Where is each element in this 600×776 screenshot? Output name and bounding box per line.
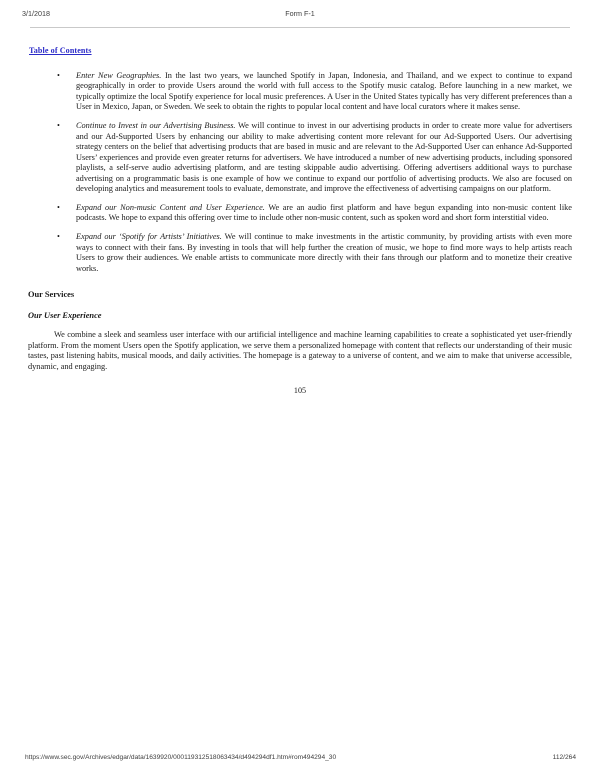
bullet-text: We are an audio first platform and have begun expanding into non-music content like podcasts. We hope to expand this offering over time to include other non-music content, such as spoken word and short form interstitial video. — [76, 202, 572, 223]
page-number: 105 — [293, 386, 307, 396]
print-footer-url: https://www.sec.gov/Archives/edgar/data/1639920/000119312518063434/d494294df1.htm#rom494294_30 — [25, 754, 337, 761]
strategy-bullet-list — [28, 71, 572, 274]
bullet-point-icon: • — [57, 202, 60, 212]
list-item — [28, 71, 572, 113]
table-of-contents-link-container — [0, 40, 600, 58]
bullet-point-icon: • — [57, 71, 60, 80]
user-experience-paragraph: We combine a sleek and seamless user interface with our artificial intelligence and machine learning capabilities to create a sophisticated yet user-friendly platform. From the moment Users open the Spotify application, we serve them a personalized homepage with content that reflects our understanding of their music tastes, past listening habits, musical moods, and daily activities. The homepage is a gateway to a universe of content, and we aim to make that universe accessible, dynamic, and engaging. — [28, 330, 572, 371]
bullet-lead-in: Expand our Non-music Content and User Experience. — [76, 202, 265, 212]
bullet-point-icon: • — [57, 121, 60, 131]
bullet-text: In the last two years, we launched Spotify in Japan, Indonesia, and Thailand, and we expect to continue to expand geographically in order to provide Users around the world with full access to the Spotify music catalog. Before launching in a new market, we typically optimize the local Spotify experience for local music preferences. A User in the United States typically has very different preferences than a User in Mexico, Japan, or Sweden. We seek to obtain the rights to popular local content and have local curators where it makes sense. — [76, 71, 572, 112]
bullet-paragraph — [76, 71, 572, 113]
bullet-text: We will continue to invest in our advertising products in order to create more value for advertisers and our Ad-Supported Users by enhancing our ability to make advertising content more relevant for our Ad-Supported Users. Our advertising strategy centers on the belief that advertising products that are based in music and are relevant to the Ad-Supported User can enhance Ad-Supported Users’ experiences and provide even greater returns for advertisers. We have introduced a number of new advertising products, including sponsored playlists, a self-serve audio advertising platform, and are testing skippable audio advertising. Offering advertisers additional ways to purchase advertising on a programmatic basis is one example of how we continue to expand our portfolio of advertising products. We also are focused on developing analytics and measurement tools to evaluate, demonstrate, and improve the effectiveness of advertising campaigns on our platform. — [76, 121, 572, 194]
print-header-date: 3/1/2018 — [22, 9, 50, 18]
bullet-lead-in: Enter New Geographies. — [76, 71, 162, 80]
section-heading-our-services: Our Services — [28, 290, 75, 300]
bullet-paragraph — [76, 121, 572, 194]
bullet-lead-in: Continue to Invest in our Advertising Business. — [76, 121, 236, 131]
list-item — [28, 203, 572, 224]
page-content — [0, 40, 600, 396]
subsection-heading-our-user-experience: Our User Experience — [28, 311, 102, 321]
bullet-lead-in: Expand our ‘Spotify for Artists’ Initiatives. — [76, 232, 222, 242]
print-header-title: Form F-1 — [285, 9, 315, 18]
list-item — [28, 121, 572, 194]
print-footer-page-count: 112/264 — [552, 754, 576, 761]
print-header — [0, 9, 600, 21]
header-divider — [30, 27, 570, 28]
table-of-contents-link[interactable]: Table of Contents — [29, 46, 92, 55]
print-footer — [0, 754, 600, 766]
bullet-text: We will continue to make investments in the artistic community, by providing artists with even more ways to connect with their fans. By investing in tools that will help further the creation of music, we hope to find more ways to help artists reach Users to grow their audiences. We enable artists to communicate more directly with their fans through our platform and to monetize their creative works. — [76, 232, 572, 273]
bullet-paragraph — [76, 203, 572, 224]
bullet-paragraph — [76, 232, 572, 274]
list-item — [28, 232, 572, 274]
body-content — [0, 71, 600, 396]
bullet-point-icon: • — [57, 232, 60, 242]
